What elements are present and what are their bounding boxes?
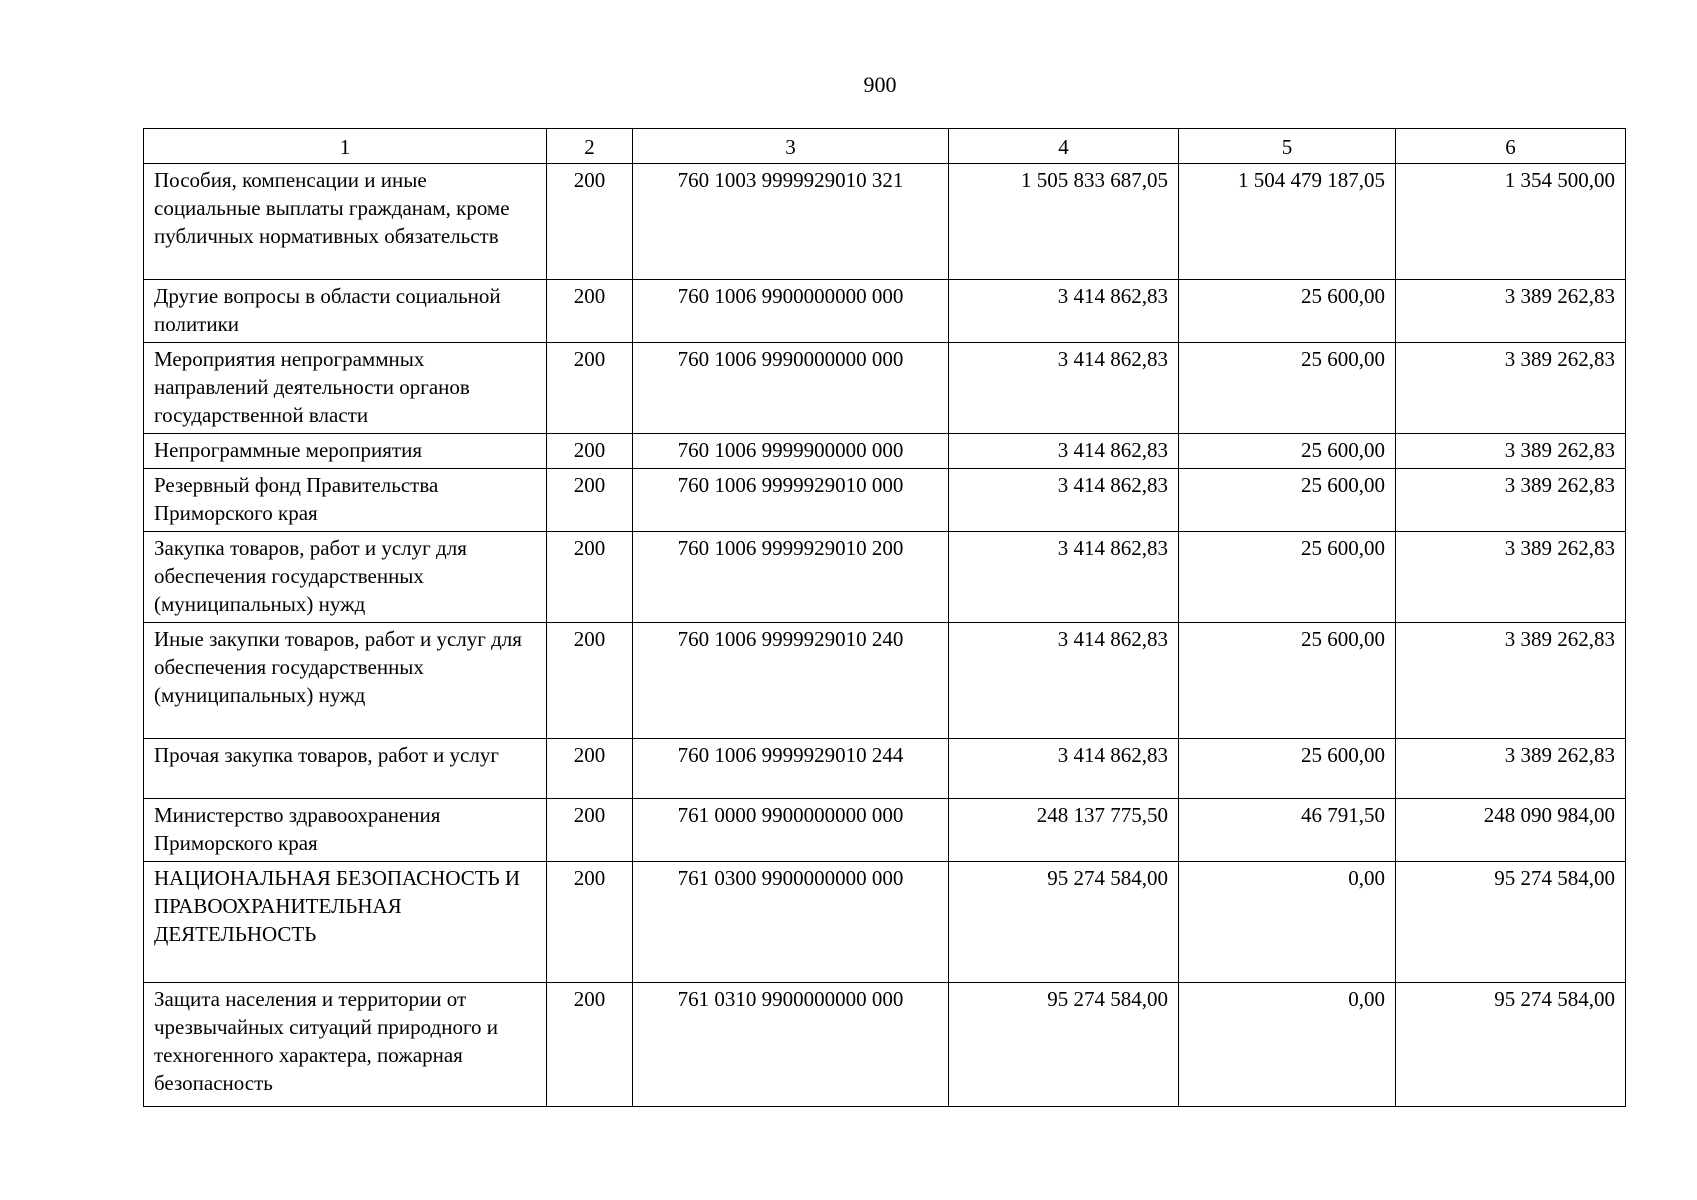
- table-row: [144, 532, 1626, 623]
- row-col6: 95 274 584,00: [1396, 983, 1626, 1107]
- row-code: 200: [547, 532, 633, 623]
- row-code: 200: [547, 280, 633, 343]
- row-kbk: 761 0000 9900000000 000: [633, 799, 949, 862]
- row-name: Закупка товаров, работ и услуг для обеспечения государственных (муниципальных) нужд: [144, 532, 547, 623]
- row-col4: 3 414 862,83: [949, 532, 1179, 623]
- table-header-row: [144, 129, 1626, 164]
- row-col5: 0,00: [1179, 983, 1396, 1107]
- column-header-1: 1: [144, 129, 547, 164]
- column-header-3: 3: [633, 129, 949, 164]
- row-code: 200: [547, 469, 633, 532]
- row-col6: 95 274 584,00: [1396, 862, 1626, 983]
- row-col6: 1 354 500,00: [1396, 164, 1626, 280]
- row-col5: 25 600,00: [1179, 280, 1396, 343]
- row-kbk: 760 1006 9900000000 000: [633, 280, 949, 343]
- row-code: 200: [547, 983, 633, 1107]
- row-col5: 25 600,00: [1179, 434, 1396, 469]
- row-col4: 3 414 862,83: [949, 469, 1179, 532]
- row-kbk: 760 1006 9999900000 000: [633, 434, 949, 469]
- table-row: [144, 469, 1626, 532]
- row-code: 200: [547, 799, 633, 862]
- row-col6: 3 389 262,83: [1396, 434, 1626, 469]
- row-col4: 3 414 862,83: [949, 739, 1179, 799]
- row-col6: 3 389 262,83: [1396, 623, 1626, 739]
- row-kbk: 760 1006 9999929010 240: [633, 623, 949, 739]
- table-row: [144, 164, 1626, 280]
- row-col4: 3 414 862,83: [949, 280, 1179, 343]
- row-name: Пособия, компенсации и иные социальные выплаты гражданам, кроме публичных нормативных обязательств: [144, 164, 547, 280]
- page-number: 900: [863, 72, 897, 97]
- row-col4: 3 414 862,83: [949, 434, 1179, 469]
- row-col5: 25 600,00: [1179, 469, 1396, 532]
- table-row: [144, 799, 1626, 862]
- row-code: 200: [547, 343, 633, 434]
- row-col5: 46 791,50: [1179, 799, 1396, 862]
- row-kbk: 760 1003 9999929010 321: [633, 164, 949, 280]
- row-kbk: 760 1006 9999929010 244: [633, 739, 949, 799]
- table-row: [144, 739, 1626, 799]
- row-name: Министерство здравоохранения Приморского края: [144, 799, 547, 862]
- row-col5: 25 600,00: [1179, 623, 1396, 739]
- row-col4: 3 414 862,83: [949, 623, 1179, 739]
- row-col4: 95 274 584,00: [949, 862, 1179, 983]
- budget-table: [143, 128, 1626, 1107]
- row-kbk: 761 0310 9900000000 000: [633, 983, 949, 1107]
- table-row: [144, 983, 1626, 1107]
- table-row: [144, 434, 1626, 469]
- row-name: Другие вопросы в области социальной политики: [144, 280, 547, 343]
- row-name: Защита населения и территории от чрезвычайных ситуаций природного и техногенного характера, пожарная безопасность: [144, 983, 547, 1107]
- row-code: 200: [547, 862, 633, 983]
- row-code: 200: [547, 739, 633, 799]
- row-code: 200: [547, 434, 633, 469]
- row-kbk: 760 1006 9999929010 000: [633, 469, 949, 532]
- table-row: [144, 280, 1626, 343]
- row-col5: 25 600,00: [1179, 532, 1396, 623]
- row-col6: 3 389 262,83: [1396, 280, 1626, 343]
- row-col5: 0,00: [1179, 862, 1396, 983]
- row-name: Иные закупки товаров, работ и услуг для обеспечения государственных (муниципальных) нужд: [144, 623, 547, 739]
- row-col6: 3 389 262,83: [1396, 532, 1626, 623]
- row-kbk: 761 0300 9900000000 000: [633, 862, 949, 983]
- row-kbk: 760 1006 9999929010 200: [633, 532, 949, 623]
- row-code: 200: [547, 623, 633, 739]
- row-col5: 1 504 479 187,05: [1179, 164, 1396, 280]
- column-header-5: 5: [1179, 129, 1396, 164]
- column-header-4: 4: [949, 129, 1179, 164]
- table-row: [144, 343, 1626, 434]
- row-name: Непрограммные мероприятия: [144, 434, 547, 469]
- column-header-6: 6: [1396, 129, 1626, 164]
- row-code: 200: [547, 164, 633, 280]
- table-row: [144, 623, 1626, 739]
- row-col6: 3 389 262,83: [1396, 469, 1626, 532]
- row-kbk: 760 1006 9990000000 000: [633, 343, 949, 434]
- row-col4: 248 137 775,50: [949, 799, 1179, 862]
- row-name: НАЦИОНАЛЬНАЯ БЕЗОПАСНОСТЬ И ПРАВООХРАНИТЕЛЬНАЯ ДЕЯТЕЛЬНОСТЬ: [144, 862, 547, 983]
- row-col6: 3 389 262,83: [1396, 739, 1626, 799]
- row-col4: 95 274 584,00: [949, 983, 1179, 1107]
- row-col6: 248 090 984,00: [1396, 799, 1626, 862]
- row-col4: 1 505 833 687,05: [949, 164, 1179, 280]
- row-col6: 3 389 262,83: [1396, 343, 1626, 434]
- row-col4: 3 414 862,83: [949, 343, 1179, 434]
- row-name: Мероприятия непрограммных направлений деятельности органов государственной власти: [144, 343, 547, 434]
- row-name: Резервный фонд Правительства Приморского края: [144, 469, 547, 532]
- row-name: Прочая закупка товаров, работ и услуг: [144, 739, 547, 799]
- row-col5: 25 600,00: [1179, 739, 1396, 799]
- column-header-2: 2: [547, 129, 633, 164]
- table-row: [144, 862, 1626, 983]
- row-col5: 25 600,00: [1179, 343, 1396, 434]
